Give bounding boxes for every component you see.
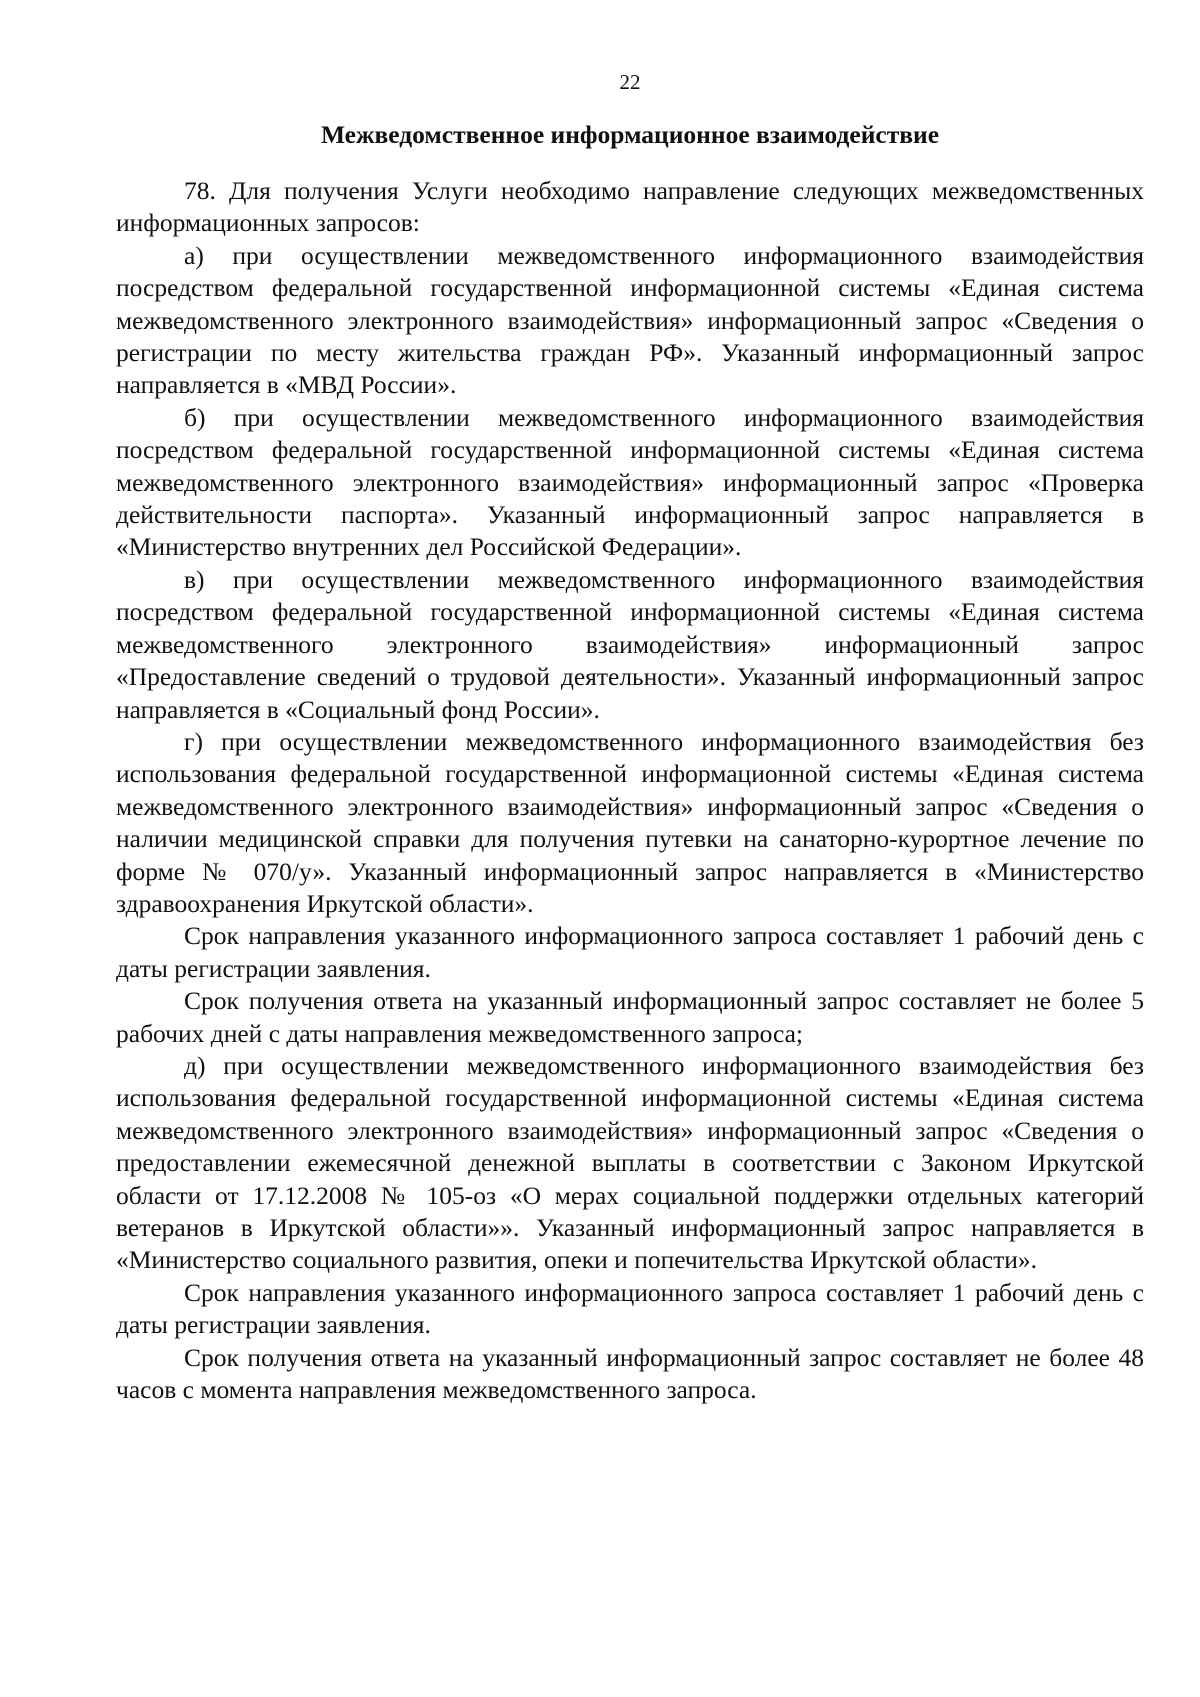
paragraph-item-g: г) при осуществлении межведомственного информационного взаимодействия без использования федеральной государственной информационной системы «Единая система межведомственного электронного взаимодействия» информационный запрос «Сведения о наличии медицинской справки для получения путевки на санаторно-курортное лечение по форме № 070/у». Указанный информационный запрос направляется в «Министерство здравоохранения Иркутской области».	[116, 726, 1144, 918]
paragraph-item-d: д) при осуществлении межведомственного информационного взаимодействия без использования федеральной государственной информационной системы «Единая система межведомственного электронного взаимодействия» информационный запрос «Сведения о предоставлении ежемесячной денежной выплаты в соответствии с Законом Иркутской области от 17.12.2008 № 105-оз «О мерах социальной поддержки отдельных категорий ветеранов в Иркутской области»». Указанный информационный запрос направляется в «Министерство социального развития, опеки и попечительства Иркутской области».	[116, 1050, 1144, 1275]
paragraph-78-intro: 78. Для получения Услуги необходимо направление следующих межведомственных информационных запросов:	[116, 176, 1144, 238]
document-body	[116, 175, 1144, 1406]
section-title: Межведомственное информационное взаимодействие	[320, 120, 940, 149]
paragraph-item-b: б) при осуществлении межведомственного информационного взаимодействия посредством федеральной государственной информационной системы «Единая система межведомственного электронного взаимодействия» информационный запрос «Проверка действительности паспорта». Указанный информационный запрос направляется в «Министерство внутренних дел Российской Федерации».	[116, 402, 1144, 562]
paragraph-response-deadline-2: Срок получения ответа на указанный информационный запрос составляет не более 48 часов с момента направления межведомственного запроса.	[116, 1342, 1144, 1405]
paragraph-send-deadline: Срок направления указанного информационного запроса составляет 1 рабочий день с даты регистрации заявления.	[116, 921, 1144, 983]
paragraph-response-deadline: Срок получения ответа на указанный информационный запрос составляет не более 5 рабочих дней с даты направления межведомственного запроса;	[116, 986, 1144, 1048]
paragraph-item-v: в) при осуществлении межведомственного информационного взаимодействия посредством федеральной государственной информационной системы «Единая система межведомственного электронного взаимодействия» информационный запрос «Предоставление сведений о трудовой деятельности». Указанный информационный запрос направляется в «Социальный фонд России».	[116, 564, 1144, 724]
page-number: 22	[619, 70, 641, 94]
paragraph-send-deadline-2: Срок направления указанного информационного запроса составляет 1 рабочий день с даты регистрации заявления.	[116, 1277, 1144, 1340]
paragraph-item-a: а) при осуществлении межведомственного информационного взаимодействия посредством федеральной государственной информационной системы «Единая система межведомственного электронного взаимодействия» информационный запрос «Сведения о регистрации по месту жительства граждан РФ». Указанный информационный запрос направляется в «МВД России».	[116, 240, 1144, 400]
